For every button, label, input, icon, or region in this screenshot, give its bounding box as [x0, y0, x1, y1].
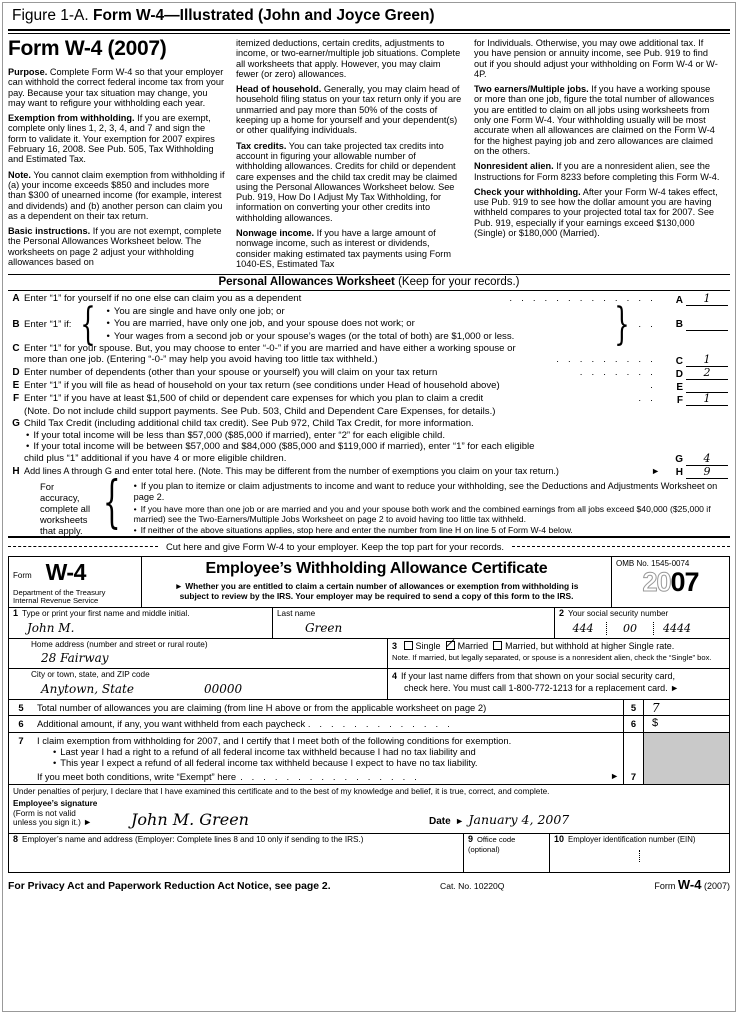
line6-additional-amount-input[interactable]: $: [643, 716, 729, 731]
checkbox-married[interactable]: [446, 641, 455, 650]
line-number: 9: [468, 834, 474, 844]
option-label-married-higher: Married, but withhold at higher Single rate.: [505, 640, 675, 651]
name-differs-cell: [387, 669, 729, 699]
ein-label: [554, 835, 725, 845]
cut-here-line: [8, 538, 730, 555]
line-text: Enter “1” for your spouse. But, you may choose to enter “-0-” if you are married and have either a working spouse or: [24, 342, 516, 354]
omb-number: OMB No. 1545-0074: [616, 558, 690, 568]
accuracy-items: [130, 481, 730, 536]
line-lead-text: Enter “1” if:: [24, 318, 72, 330]
accuracy-label-line: worksheets: [40, 513, 88, 525]
form-number-label: W-4: [45, 558, 86, 585]
bullet-item-cont: child plus “1” additional if you have 4 or more eligible children.: [24, 452, 287, 464]
instructions-block: [8, 34, 730, 271]
signature-input[interactable]: John M. Green: [131, 810, 249, 829]
line-number: 6: [18, 718, 24, 730]
answer-letter: E: [676, 381, 683, 393]
answer-letter: B: [675, 319, 683, 331]
w4-employer-row: [9, 834, 729, 872]
home-address-input[interactable]: 28 Fairway: [41, 651, 109, 666]
instruction-paragraph: [474, 161, 720, 182]
agency-block: [13, 586, 138, 606]
instruction-paragraph: [236, 84, 464, 135]
answer-letter: D: [675, 368, 683, 380]
line-letter: B: [12, 318, 20, 330]
instruction-paragraph: [8, 170, 226, 221]
worksheet-line-g: [8, 418, 730, 430]
ssn-part-2[interactable]: 00: [623, 621, 637, 635]
w4-official-form: [8, 556, 730, 873]
home-address-label: Home address (number and street or rural route): [31, 639, 208, 649]
bullet-item: • Your wages from a second job or your spouse’s wages (or the total of both) are $1,000 or less.: [104, 331, 606, 343]
line-number: 8: [13, 834, 19, 844]
brace-close-icon: }: [614, 298, 631, 350]
line-letter: D: [12, 367, 20, 379]
w4-header-row: [9, 557, 729, 608]
footer-form-number: W-4: [677, 877, 702, 892]
first-name-label-text: Type or print your first name and middle initial.: [22, 609, 190, 618]
instruction-paragraph: [8, 67, 226, 108]
privacy-notice: For Privacy Act and Paperwork Reduction Act Notice, see page 2.: [8, 881, 331, 892]
line5-text: Total number of allowances you are claiming (from line H above or from the applicable worksheet on page 2): [37, 701, 487, 713]
arrow-right-icon: ►: [455, 816, 465, 826]
line7-bullet: • Last year I had a right to a refund of all federal income tax withheld because I had no tax liability and: [37, 746, 619, 757]
home-address-cell: [9, 639, 387, 669]
line6-label: Additional amount, if any, you want withheld from each paycheck: [37, 718, 306, 730]
instructions-column-3: [474, 38, 720, 269]
worksheet-line-g-bullet1: [8, 430, 730, 442]
line7-bullet: • This year I expect a refund of all federal income tax withheld because I expect to have no tax liability.: [37, 757, 619, 768]
answer-field-b[interactable]: [686, 318, 728, 331]
instruction-body: After your Form W-4 takes effect, use Pub. 919 to see how the dollar amount you are having withheld compares to your projected total tax for 2007. See Pub. 919, especially if your earnings exceed $130,000 (Single) or $180,000 (Married).: [474, 186, 718, 239]
instruction-paragraph: [236, 228, 464, 269]
catalog-number: Cat. No. 10220Q: [440, 881, 505, 891]
last-name-cell: [272, 608, 554, 638]
dot-leader: . . . . . . . . . . . . .: [307, 718, 453, 730]
instruction-heading: Purpose.: [8, 67, 48, 77]
footer-form-year: (2007): [703, 881, 730, 891]
figure-title: Form W-4—Illustrated (John and Joyce Green): [92, 7, 435, 24]
instruction-paragraph: [474, 38, 720, 79]
line-answer-group: [660, 393, 730, 406]
worksheet-line-c-cont: [8, 354, 730, 367]
tax-year-suffix: 07: [670, 566, 699, 597]
personal-allowances-worksheet: [8, 291, 730, 536]
instructions-column-1: [8, 38, 236, 269]
line-number: 3: [392, 640, 398, 651]
office-code-label-text: Office code (optional): [468, 835, 516, 854]
ssn-cell: [554, 608, 729, 638]
line-answer-group: [660, 293, 730, 306]
line7-text: I claim exemption from withholding for 2007, and I certify that I meet both of the following conditions for exemption.: [37, 734, 512, 746]
signature-label-line2: (Form is not valid: [13, 808, 76, 818]
dot-leader: . . . . . . .: [579, 367, 656, 379]
ssn-part-3[interactable]: 4444: [663, 621, 691, 635]
ssn-divider: [653, 622, 654, 635]
line-letter: E: [12, 380, 20, 392]
option-label-single: Single: [415, 640, 441, 651]
tax-year: [616, 568, 725, 596]
form-footer: [8, 873, 730, 892]
line7-closing-text: If you meet both conditions, write “Exempt” here: [37, 770, 237, 782]
signature-label-line3-text: unless you sign it.): [13, 818, 81, 828]
employer-name-address-label: [13, 835, 459, 845]
line5-allowances-input[interactable]: 7: [643, 700, 729, 715]
tax-year-prefix: 20: [642, 566, 671, 597]
worksheet-header-note: (Keep for your records.): [398, 276, 520, 289]
instruction-body: Complete Form W-4 so that your employer can withhold the correct federal income tax from your pay. Because your tax situation may change, you may want to refigure your withholding each year.: [8, 67, 225, 108]
instruction-heading: Basic instructions.: [8, 226, 91, 237]
department-label: Department of the Treasury: [13, 587, 106, 597]
checkbox-single[interactable]: [404, 641, 413, 650]
line-number: 1: [13, 608, 19, 618]
instruction-heading: Note.: [8, 169, 31, 180]
instruction-heading: Two earners/Multiple jobs.: [474, 84, 589, 95]
answer-field-f[interactable]: 1: [686, 393, 728, 406]
line-b-bullets: [102, 306, 608, 343]
line5-box-number: 5: [623, 700, 643, 715]
line-number: 2: [559, 608, 565, 618]
line-text-cont: more than one job. (Entering “-0-” may help you avoid having too little tax withheld.): [24, 354, 378, 366]
footer-form-word: Form: [654, 881, 676, 891]
date-label: Date: [429, 816, 451, 827]
office-code-label: [468, 835, 545, 854]
w4-subtitle-line2: subject to review by the IRS. Your employer may be required to send a copy of this form to the IRS.: [179, 590, 574, 601]
ssn-divider: [606, 622, 607, 635]
answer-letter: H: [675, 467, 683, 479]
line7-body: [33, 733, 623, 785]
accuracy-bullet: • If you have more than one job or are married and you and your spouse both work and the combined earnings from all jobs exceed $40,000 ($25,000 if married) see the Two-Earners/Multiple Jobs Worksheet on page 2 to avoid having too little tax withheld.: [132, 504, 730, 525]
accuracy-bullet: • If you plan to itemize or claim adjustments to income and want to reduce your withholding, see the Deductions and Adjustments Worksheet on page 2.: [132, 481, 730, 504]
line-text: Child Tax Credit (including additional child tax credit). See Pub 972, Child Tax Credit, for more information.: [24, 418, 474, 430]
instruction-body: If you are a nonresident alien, see the Instructions for Form 8233 before completing this Form W-4.: [474, 161, 720, 182]
line-answer-group: [660, 453, 730, 466]
answer-field-a[interactable]: 1: [686, 293, 728, 306]
instruction-body: Generally, you may claim head of household filing status on your tax return only if you are unmarried and pay more than 50% of the costs of keeping up a home for yourself and your dependent(s) or other qualifying individuals.: [236, 84, 462, 136]
worksheet-line-f-note: [8, 406, 730, 418]
w4-address-row: [9, 639, 729, 670]
instruction-body: itemized deductions, certain credits, adjustments to income, or two-earner/multiple job situations. Complete all worksheets that apply. However, you may claim fewer (or zero) allowances.: [236, 38, 461, 79]
first-name-cell: [9, 608, 272, 638]
city-state-zip-input-group[interactable]: [13, 680, 383, 697]
city-state-zip-label: City or town, state, and ZIP code: [31, 670, 150, 680]
instruction-paragraph: [8, 226, 226, 267]
w4-title: Employee’s Withholding Allowance Certificate: [205, 559, 548, 577]
name-differs-line1: If your last name differs from that shown on your social security card,: [401, 671, 675, 682]
line-number: 5: [18, 701, 24, 713]
w4-name-row: [9, 608, 729, 639]
worksheet-line-d: [8, 367, 730, 380]
line6-box-number: 6: [623, 716, 643, 731]
city-state-input[interactable]: Anytown, State: [41, 681, 134, 696]
checkbox-married-higher-single-rate[interactable]: [493, 641, 502, 650]
instruction-body: If you are exempt, complete only lines 1, 2, 3, 4, and 7 and sign the form to validate it. Your exemption for 2007 expires February 16, 2008. See Pub. 505, Tax Withholding and Estimated Tax.: [8, 113, 215, 165]
instruction-body: for Individuals. Otherwise, you may owe additional tax. If you have pension or annuity income, see Pub. 919 to find out if you should adjust your withholding on Form W-4 or W-4P.: [474, 38, 718, 79]
last-name-label: Last name: [277, 609, 316, 618]
line-number: 4: [392, 671, 398, 682]
instruction-heading: Nonresident alien.: [474, 161, 554, 172]
line-text: Enter “1” for yourself if no one else can claim you as a dependent: [24, 293, 302, 305]
answer-letter: F: [676, 394, 683, 406]
w4-omb-block: [611, 557, 729, 607]
ein-label-text: Employer identification number (EIN): [568, 835, 696, 844]
instruction-paragraph: [236, 141, 464, 223]
arrow-right-icon: ►: [610, 770, 619, 781]
instruction-paragraph: [474, 84, 720, 156]
marital-status-options: [392, 640, 725, 652]
instruction-heading: Head of household.: [236, 84, 322, 95]
agency-label: Internal Revenue Service: [13, 596, 99, 606]
instruction-heading: Check your withholding.: [474, 186, 581, 197]
instruction-paragraph: [236, 38, 464, 79]
dot-leader: . .: [638, 393, 656, 405]
accuracy-bullet: • If neither of the above situations applies, stop here and enter the number from line H on line 5 of Form W-4 below.: [132, 525, 730, 536]
line-letter: H: [12, 465, 20, 477]
dot-leader: . .: [638, 318, 656, 330]
line7-box-number: [623, 733, 643, 785]
bullet-item: • If your total income will be less than $57,000 ($85,000 if married), enter “2” for each eligible child.: [24, 430, 730, 442]
date-input[interactable]: January 4, 2007: [468, 812, 570, 827]
arrow-right-icon: ►: [174, 580, 183, 591]
dot-leader: .: [650, 380, 656, 392]
figure-caption: [8, 6, 730, 29]
line-text: Enter “1” if you will file as head of household on your tax return (see conditions under Head of household above): [24, 380, 500, 392]
dot-leader: . . . . . . . . .: [556, 354, 656, 366]
answer-field-c[interactable]: 1: [686, 354, 728, 367]
dot-leader: . . . . . . . . . . . . . . . .: [240, 770, 421, 782]
ein-cell: [549, 834, 729, 872]
w4-title-block: [141, 557, 611, 607]
answer-field-h[interactable]: 9: [686, 466, 728, 479]
answer-letter: G: [675, 454, 683, 466]
answer-letter: C: [675, 355, 683, 367]
line6-text: [33, 716, 623, 731]
instruction-body: If you are not exempt, complete the Personal Allowances Worksheet below. The worksheets on page 2 adjust your withholding allowances based on: [8, 226, 222, 268]
brace-open-icon: {: [80, 298, 97, 350]
arrow-right-icon: ►: [670, 683, 680, 694]
w4-subtitle: [146, 578, 607, 601]
accuracy-label-line: complete all: [40, 502, 91, 514]
instructions-form-title: Form W-4 (2007): [8, 37, 167, 60]
bullet-item: • You are single and have only one job; or: [104, 306, 606, 318]
line-letter: A: [12, 293, 20, 305]
ein-input[interactable]: [554, 845, 725, 867]
instruction-heading: Tax credits.: [236, 140, 287, 151]
worksheet-line-g-bullet2-cont: [8, 453, 730, 466]
w4-city-row: [9, 669, 729, 700]
marital-status-cell: [387, 639, 729, 669]
signature-row: [9, 799, 729, 834]
employer-name-address-cell: [9, 834, 463, 872]
signature-date-group: [429, 811, 729, 830]
first-name-label: [13, 609, 268, 619]
worksheet-line-f: [8, 393, 730, 406]
worksheet-header: [8, 274, 730, 291]
footer-form-id: [600, 877, 730, 892]
line7-exempt-input[interactable]: [643, 733, 729, 785]
instruction-body: If you have a working spouse or more than one job, figure the total number of allowances you are entitled to claim on all jobs using worksheets from only one Form W-4. Your withholding usually will be most accurate when all allowances are claimed on the Form W-4 for the highest paying job and zero allowances are claimed on the others.: [474, 84, 715, 156]
instruction-heading: Nonwage income.: [236, 228, 315, 239]
arrow-right-icon: ►: [651, 465, 660, 476]
line-text: Enter “1” if you have at least $1,500 of child or dependent care expenses for which you plan to claim a credit: [24, 393, 484, 405]
answer-field-d[interactable]: 2: [686, 367, 728, 380]
dot-leader: . . . . . . . . . . . . .: [509, 293, 656, 305]
line7-closing-row: [37, 769, 619, 782]
w4-line6-row: [9, 716, 729, 732]
instruction-body: You can take projected tax credits into account in figuring your allowable number of withholding allowances. Credits for child or dependent care expenses and the child tax credit may be claimed using the Personal Allowances Worksheet below. See Pub. 919, How Do I Adjust My Tax Withholding, for information on converting your other credits into withholding allowances.: [236, 140, 458, 223]
ssn-part-1[interactable]: 444: [572, 621, 594, 635]
instruction-body: If you have a large amount of nonwage income, such as interest or dividends, consider making estimated tax payments using Form 1040-ES, Estimated Tax: [236, 228, 451, 269]
bullet-item: • If your total income will be between $57,000 and $84,000 ($85,000 and $119,000 if married), enter “1” for each eligible: [24, 441, 730, 453]
ssn-label: [559, 609, 725, 619]
ssn-label-text: Your social security number: [568, 609, 669, 618]
line-text: Enter number of dependents (other than your spouse or yourself) you will claim on your tax return: [24, 367, 438, 379]
perjury-text: Under penalties of perjury, I declare that I have examined this certificate and to the best of my knowledge and belief, it is true, correct, and complete.: [13, 787, 550, 797]
employer-name-address-label-text: Employer’s name and address (Employer: Complete lines 8 and 10 only if sending to the IRS.): [22, 835, 364, 844]
accuracy-label-line: that apply.: [40, 524, 83, 536]
signature-label-line1: Employee’s signature: [13, 799, 98, 809]
signature-label: [9, 799, 121, 830]
w4-line7-row: [9, 733, 729, 786]
perjury-statement: [9, 785, 729, 799]
line-number: 7: [18, 734, 24, 746]
arrow-right-icon: ►: [83, 817, 93, 828]
line-letter: C: [12, 342, 20, 354]
accuracy-label-line: For accuracy,: [40, 480, 80, 503]
worksheet-line-g-bullet2: [8, 441, 730, 453]
line-answer-group: [660, 466, 730, 479]
line7-box-number-text: 7: [630, 771, 637, 783]
answer-letter: A: [675, 294, 683, 306]
option-label-married: Married: [457, 640, 489, 651]
ssn-input-group[interactable]: [559, 619, 725, 636]
form-word-label: Form: [13, 570, 32, 580]
marital-status-note: Note. If married, but legally separated, or spouse is a nonresident alien, check the “Single” box.: [392, 653, 712, 663]
instruction-body: You cannot claim exemption from withholding if (a) your income exceeds $850 and includes more than $300 of unearned income (for example, interest and dividends) and (b) another person can claim you as a dependent on their tax return.: [8, 169, 225, 221]
line-letter: F: [12, 393, 20, 405]
line-note: (Note. Do not include child support payments. See Pub. 503, Child and Dependent Care Expenses, for details.): [24, 406, 496, 418]
last-name-input[interactable]: Green: [305, 620, 343, 635]
line-answer-group: [660, 354, 730, 367]
figure-label: Figure 1-A.: [12, 7, 89, 24]
dashed-rule-left: [8, 546, 158, 547]
answer-field-g[interactable]: 4: [686, 453, 728, 466]
instruction-paragraph: [8, 113, 226, 164]
worksheet-header-title: Personal Allowances Worksheet: [218, 276, 395, 289]
w4-line5-row: [9, 700, 729, 716]
cut-here-text: Cut here and give Form W-4 to your employer. Keep the top part for your records.: [166, 540, 505, 552]
accuracy-brace-icon: {: [102, 469, 121, 535]
first-name-input[interactable]: John M.: [27, 620, 75, 635]
instruction-heading: Exemption from withholding.: [8, 113, 135, 124]
line-text: Add lines A through G and enter total here. (Note. This may be different from the number of exemptions you claim on your tax return.): [24, 465, 559, 476]
city-state-zip-cell: [9, 669, 387, 699]
zip-input[interactable]: 00000: [203, 681, 243, 696]
w4-subtitle-line1: Whether you are entitled to claim a certain number of allowances or exemption from withholding is: [185, 580, 579, 591]
signature-label-line3: [13, 818, 119, 828]
w4-form-identity: [9, 557, 141, 607]
worksheet-line-e: [8, 380, 730, 393]
bullet-item: • You are married, have only one job, and your spouse does not work; or: [104, 318, 606, 330]
dashed-rule-right: [512, 546, 730, 547]
name-differs-text: [392, 670, 725, 694]
instruction-paragraph: [474, 187, 720, 238]
office-code-cell: [463, 834, 549, 872]
instructions-column-2: [236, 38, 474, 269]
name-differs-line2: check here. You must call 1-800-772-1213 for a replacement card.: [404, 683, 668, 694]
line-answer-group: [660, 367, 730, 380]
line-letter: G: [12, 418, 20, 430]
line-number: 10: [554, 834, 565, 844]
line-answer-group: [660, 380, 730, 393]
line-answer-group: [660, 318, 730, 331]
accuracy-label: [8, 481, 94, 536]
